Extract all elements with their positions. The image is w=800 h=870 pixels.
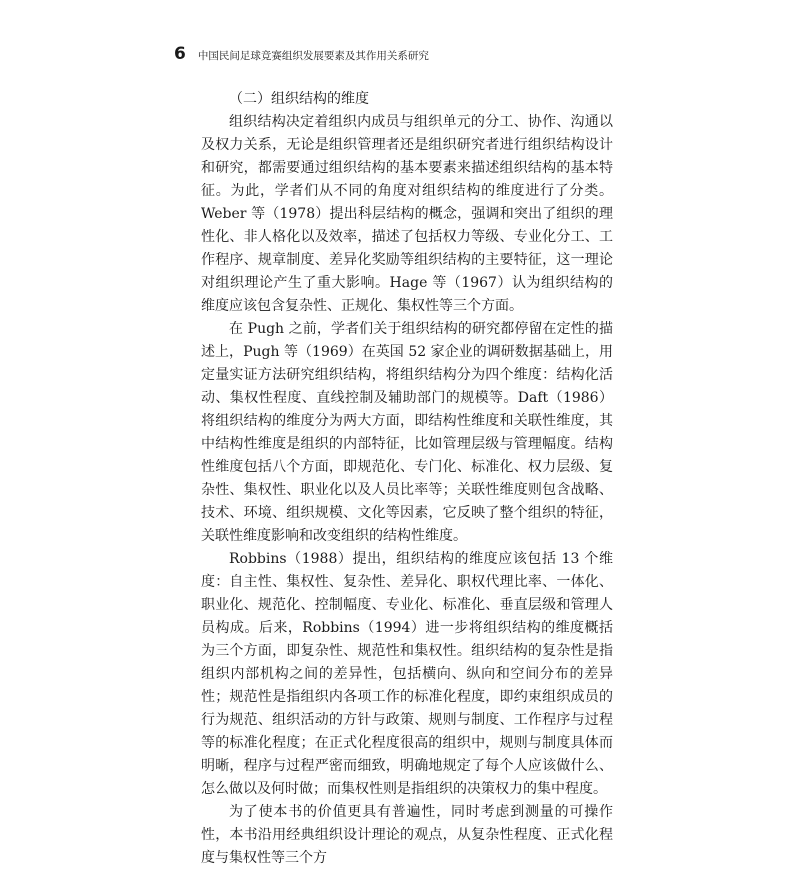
section-heading: （二）组织结构的维度: [229, 91, 369, 107]
paragraph: 为了使本书的价值更具有普遍性，同时考虑到测量的可操作性，本书沿用经典组织设计理论的观点，从复杂性程度、正式化程度与集权性等三个方: [201, 804, 613, 866]
page-number: 6: [174, 44, 186, 64]
page-header: [174, 42, 644, 66]
body-text: [201, 88, 613, 870]
running-title: 中国民间足球竞赛组织发展要素及其作用关系研究: [197, 50, 429, 62]
paragraph: Robbins（1988）提出，组织结构的维度应该包括 13 个维度：自主性、集权性、复杂性、差异化、职权代理比率、一体化、职业化、规范化、控制幅度、专业化、标准化、垂直层级和管理人员构成。后来，Robbins（1994）进一步将组织结构的维度概括为三个方面，即复杂性、规范性和集权性。组织结构的复杂性是指组织内部机构之间的差异性，包括横向、纵向和空间分布的差异性；规范性是指组织内各项工作的标准化程度，即约束组织成员的行为规范、组织活动的方针与政策、规则与制度、工作程序与过程等的标准化程度；在正式化程度很高的组织中，规则与制度具体而明晰，程序与过程严密而细致，明确地规定了每个人应该做什么、怎么做以及何时做；而集权性则是指组织的决策权力的集中程度。: [201, 551, 613, 797]
paragraph: 在 Pugh 之前，学者们关于组织结构的研究都停留在定性的描述上，Pugh 等（1969）在英国 52 家企业的调研数据基础上，用定量实证方法研究组织结构，将组织结构分为四个维度：结构化活动、集权性程度、直线控制及辅助部门的规模等。Daft（1986）将组织结构的维度分为两大方面，即结构性维度和关联性维度，其中结构性维度是组织的内部特征，比如管理层级与管理幅度。结构性维度包括八个方面，即规范化、专门化、标准化、权力层级、复杂性、集权性、职业化以及人员比率等；关联性维度则包含战略、技术、环境、组织规模、文化等因素，它反映了整个组织的特征，关联性维度影响和改变组织的结构性维度。: [201, 321, 613, 544]
paragraph: 组织结构决定着组织内成员与组织单元的分工、协作、沟通以及权力关系，无论是组织管理者还是组织研究者进行组织结构设计和研究，都需要通过组织结构的基本要素来描述组织结构的基本特征。为此，学者们从不同的角度对组织结构的维度进行了分类。Weber 等（1978）提出科层结构的概念，强调和突出了组织的理性化、非人格化以及效率，描述了包括权力等级、专业化分工、工作程序、规章制度、差异化奖励等组织结构的主要特征，这一理论对组织理论产生了重大影响。Hage 等（1967）认为组织结构的维度应该包含复杂性、正规化、集权性等三个方面。: [201, 114, 613, 314]
